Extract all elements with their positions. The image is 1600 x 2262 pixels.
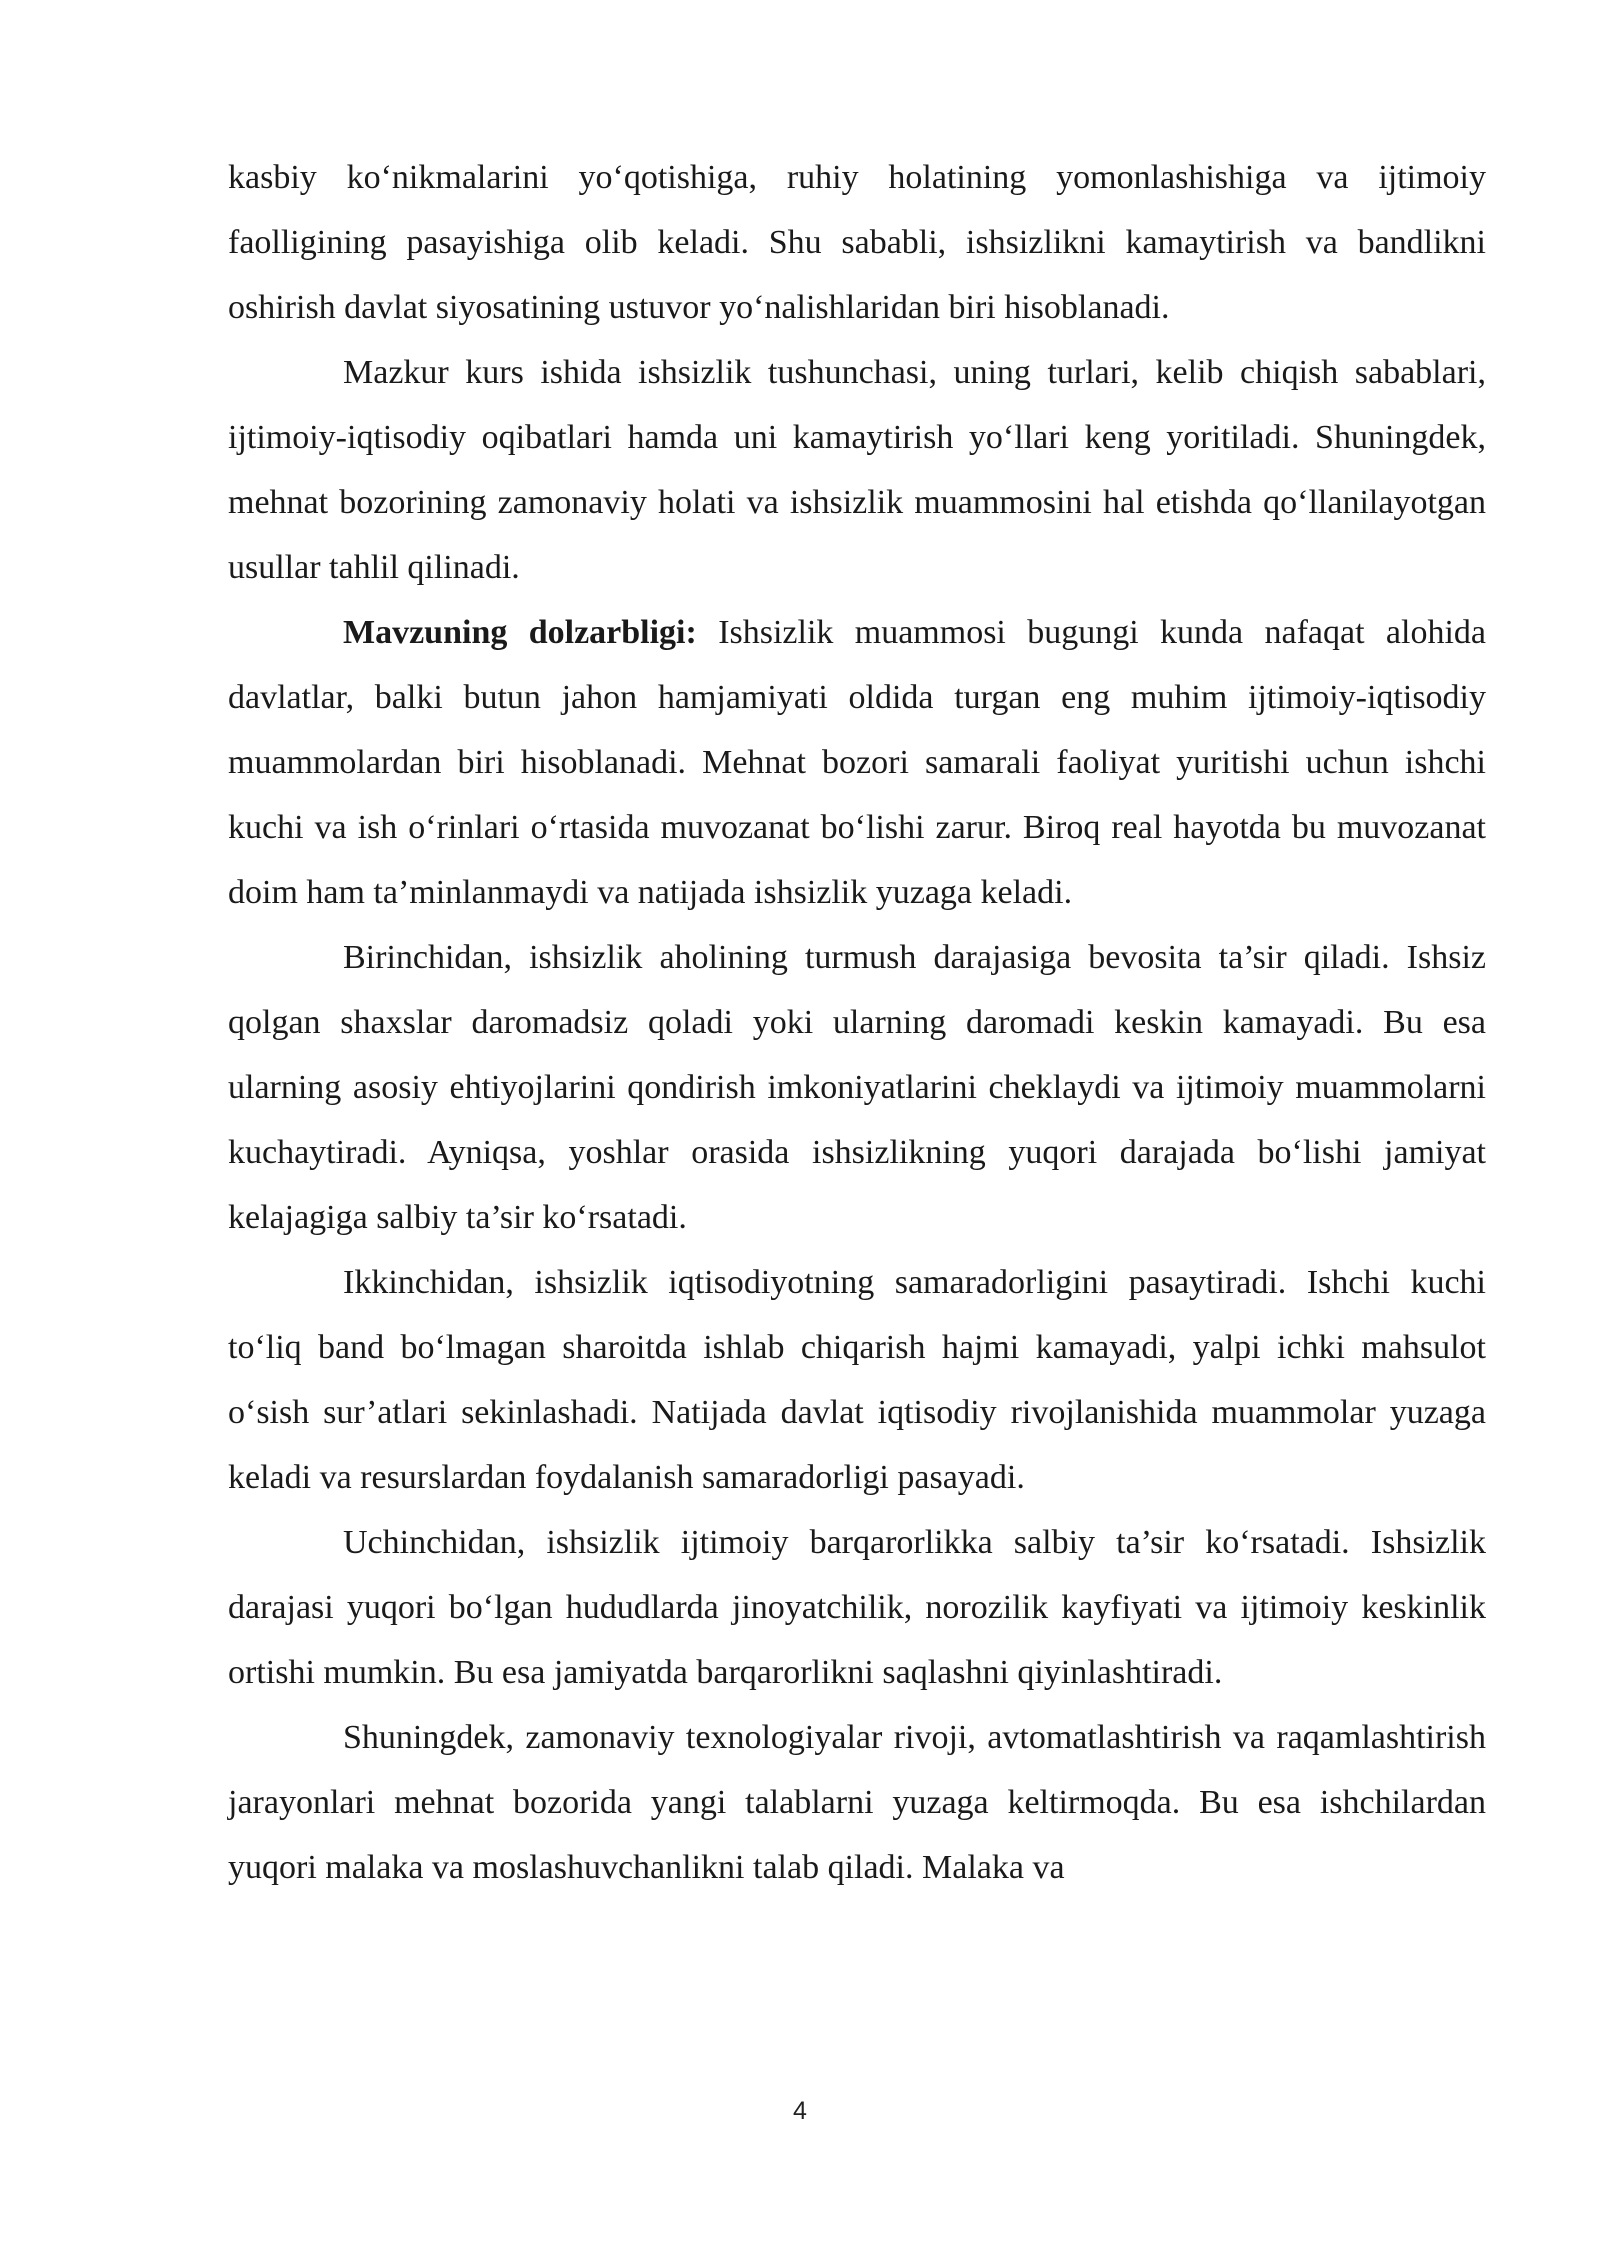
paragraph-third-point: Uchinchidan, ishsizlik ijtimoiy barqarorlikka salbiy ta’sir ko‘rsatadi. Ishsizlik darajasi yuqori bo‘lgan hududlarda jinoyatchilik, norozilik kayfiyati va ijtimoiy keskinlik ortishi mumkin. Bu esa jamiyatda barqarorlikni saqlashni qiyinlashtiradi. <box>228 1524 1486 1691</box>
page-number: 4 <box>793 2097 807 2125</box>
document-body <box>228 145 1486 1900</box>
paragraph-continuation: kasbiy ko‘nikmalarini yo‘qotishiga, ruhiy holatining yomonlashishiga va ijtimoiy faolligining pasayishiga olib keladi. Shu sababli, ishsizlikni kamaytirish va bandlikni oshirish davlat siyosatining ustuvor yo‘nalishlaridan biri hisoblanadi. <box>228 159 1486 326</box>
paragraph-first-point: Birinchidan, ishsizlik aholining turmush darajasiga bevosita ta’sir qiladi. Ishsiz qolgan shaxslar daromadsiz qoladi yoki ularning daromadi keskin kamayadi. Bu esa ularning asosiy ehtiyojlarini qondirish imkoniyatlarini cheklaydi va ijtimoiy muammolarni kuchaytiradi. Ayniqsa, yoshlar orasida ishsizlikning yuqori darajada bo‘lishi jamiyat kelajagiga salbiy ta’sir ko‘rsatadi. <box>228 939 1486 1236</box>
paragraph-course-overview: Mazkur kurs ishida ishsizlik tushunchasi, uning turlari, kelib chiqish sabablari, ijtimoiy-iqtisodiy oqibatlari hamda uni kamaytirish yo‘llari keng yoritiladi. Shuningdek, mehnat bozorining zamonaviy holati va ishsizlik muammosini hal etishda qo‘llanilayotgan usullar tahlil qilinadi. <box>228 354 1486 586</box>
section-heading-relevance: Mavzuning dolzarbligi: <box>343 614 697 651</box>
paragraph-topic-relevance <box>228 600 1486 925</box>
paragraph-technology: Shuningdek, zamonaviy texnologiyalar rivoji, avtomatlashtirish va raqamlashtirish jarayonlari mehnat bozorida yangi talablarni yuzaga keltirmoqda. Bu esa ishchilardan yuqori malaka va moslashuvchanlikni talab qiladi. Malaka va <box>228 1719 1486 1886</box>
paragraph-second-point: Ikkinchidan, ishsizlik iqtisodiyotning samaradorligini pasaytiradi. Ishchi kuchi to‘liq band bo‘lmagan sharoitda ishlab chiqarish hajmi kamayadi, yalpi ichki mahsulot o‘sish sur’atlari sekinlashadi. Natijada davlat iqtisodiy rivojlanishida muammolar yuzaga keladi va resurslardan foydalanish samaradorligi pasayadi. <box>228 1264 1486 1496</box>
paragraph-topic-relevance-text: Ishsizlik muammosi bugungi kunda nafaqat alohida davlatlar, balki butun jahon hamjamiyati oldida turgan eng muhim ijtimoiy-iqtisodiy muammolardan biri hisoblanadi. Mehnat bozori samarali faoliyat yuritishi uchun ishchi kuchi va ish o‘rinlari o‘rtasida muvozanat bo‘lishi zarur. Biroq real hayotda bu muvozanat doim ham ta’minlanmaydi va natijada ishsizlik yuzaga keladi. <box>228 614 1486 911</box>
